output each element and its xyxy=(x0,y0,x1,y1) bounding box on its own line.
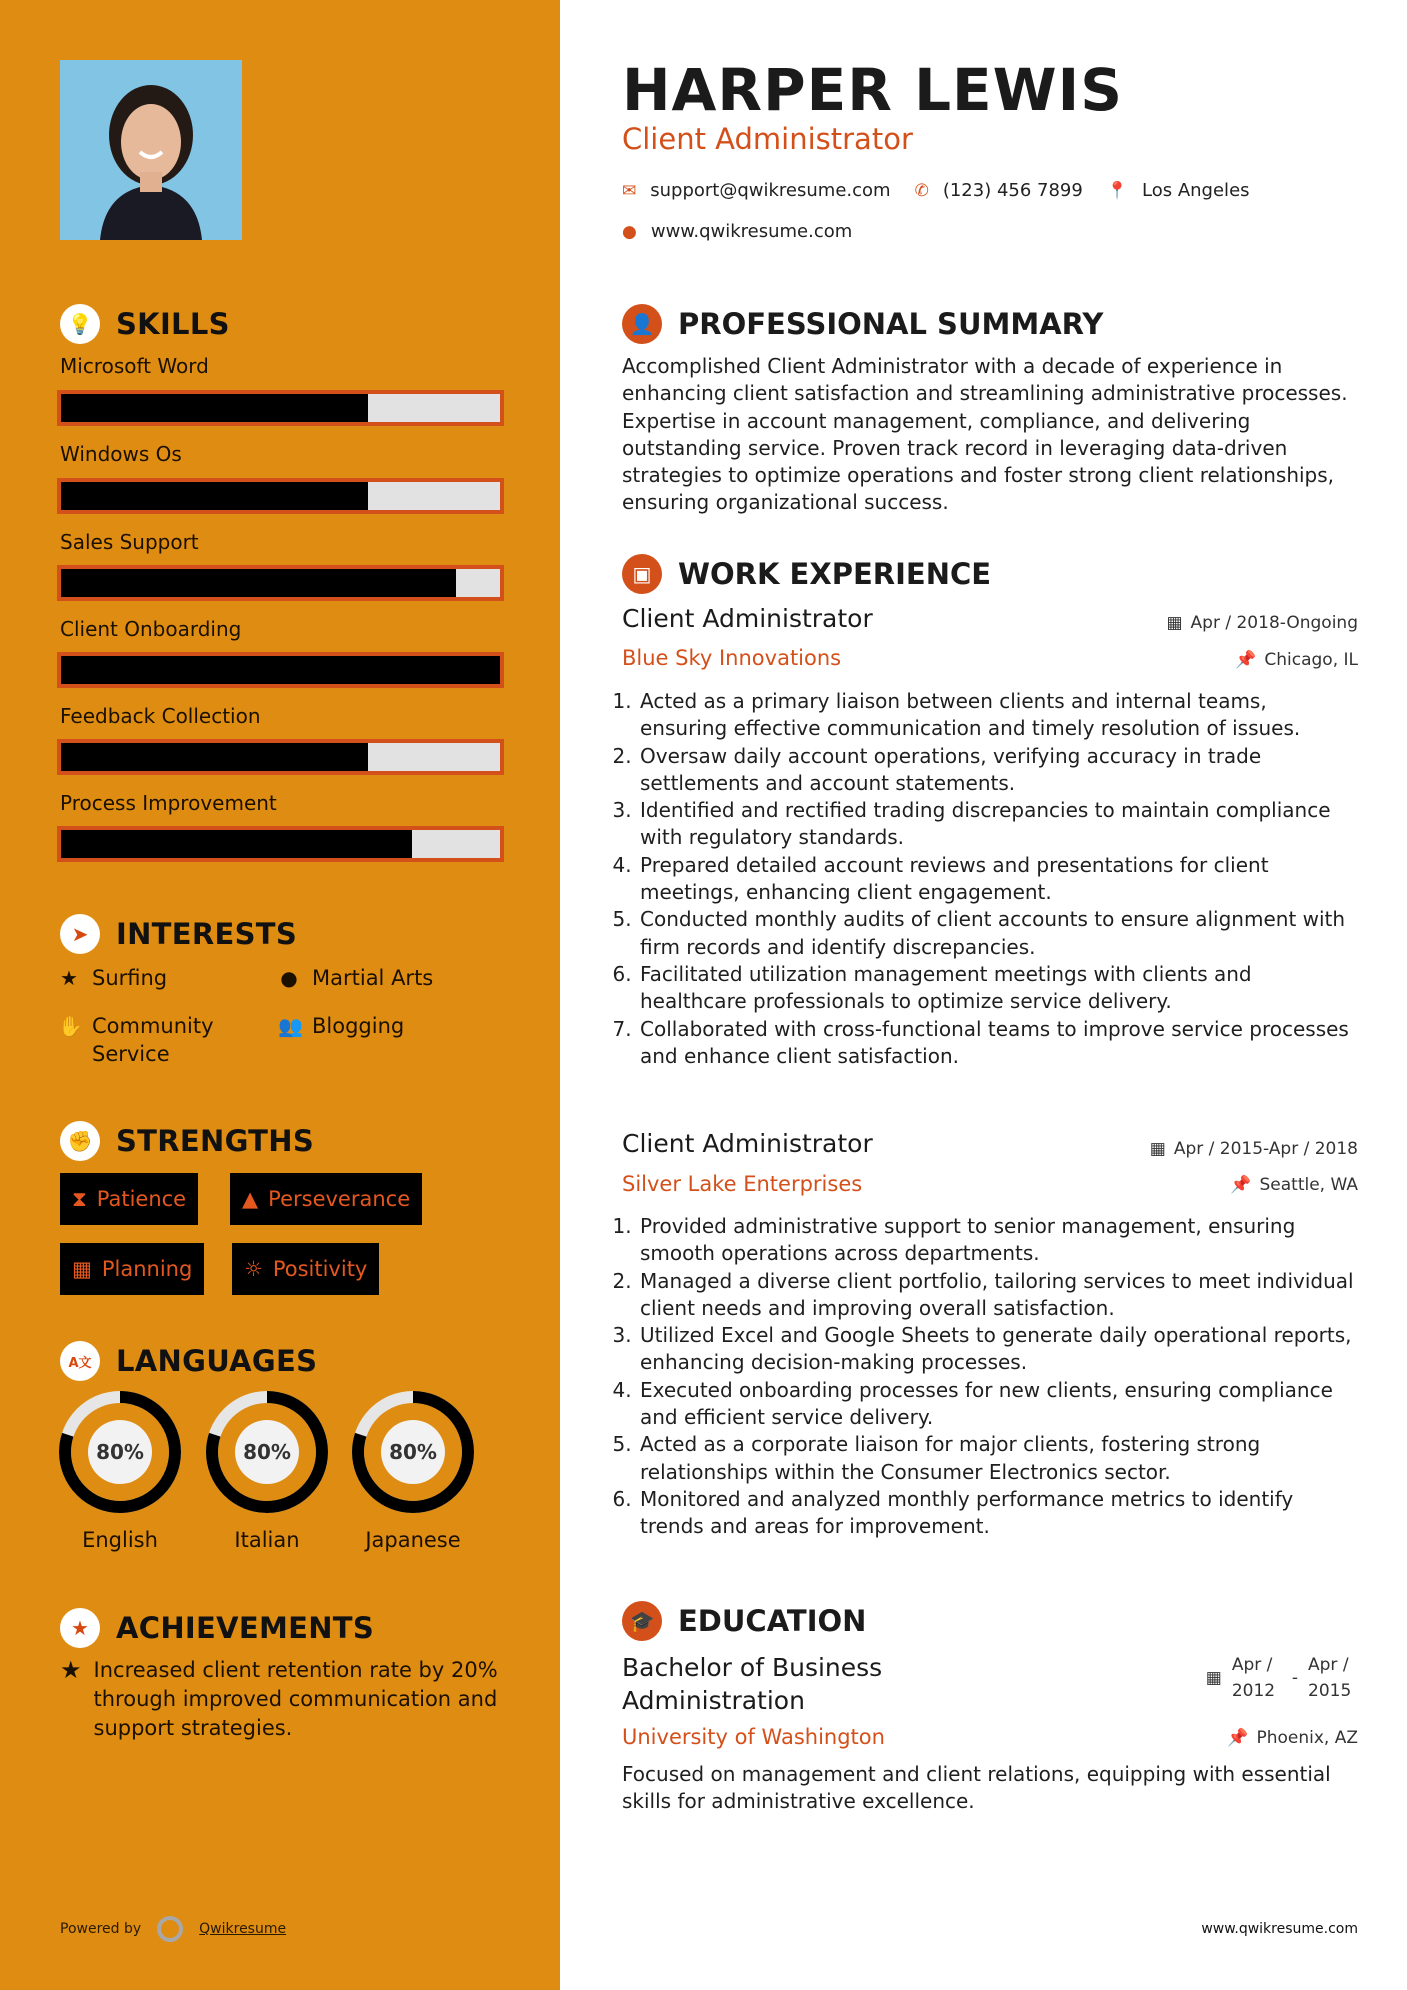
company-name: Blue Sky Innovations xyxy=(622,646,842,670)
languages-header xyxy=(60,1341,317,1381)
sidebar xyxy=(0,0,560,1990)
globe-icon: ● xyxy=(622,221,637,242)
language-ring xyxy=(351,1390,475,1514)
website[interactable]: www.qwikresume.com xyxy=(650,221,853,242)
duty-item: 2. Oversaw daily account operations, verifying accuracy in trade settlements and account statements. xyxy=(638,743,1354,798)
strength-label: Patience xyxy=(96,1187,187,1211)
interest-item xyxy=(58,1012,258,1068)
phone: (123) 456 7899 xyxy=(942,180,1083,201)
interest-label: Community Service xyxy=(92,1014,214,1066)
company-name: Silver Lake Enterprises xyxy=(622,1172,863,1196)
language-label: Japanese xyxy=(365,1528,461,1552)
pushpin-icon: 📌 xyxy=(1235,650,1257,670)
powered-by xyxy=(60,1916,286,1942)
calendar-icon: ▦ xyxy=(1149,1139,1166,1159)
ring-percent: 80% xyxy=(243,1440,291,1464)
location: Los Angeles xyxy=(1142,180,1250,201)
duty-item: 1. Provided administrative support to senior management, ensuring smooth operations across departments. xyxy=(638,1213,1354,1268)
education-location-text: Phoenix, AZ xyxy=(1256,1728,1358,1748)
skill-bar xyxy=(57,478,504,514)
chair-icon: ▣ xyxy=(622,554,662,594)
duty-item: 1. Acted as a primary liaison between clients and internal teams, ensuring effective communication and timely resolution of issues. xyxy=(638,688,1354,743)
strength-label: Planning xyxy=(101,1257,193,1281)
user-icon: 👤 xyxy=(622,304,662,344)
strength-badge xyxy=(230,1173,422,1225)
candidate-title: Client Administrator xyxy=(622,122,913,156)
duty-item: 3. Utilized Excel and Google Sheets to generate daily operational reports, enhancing decision-making processes. xyxy=(638,1322,1354,1377)
powered-by-label: Powered by xyxy=(60,1921,142,1937)
education-description: Focused on management and client relations, equipping with essential skills for administrative excellence. xyxy=(622,1762,1331,1814)
graduate-icon: 🎓 xyxy=(622,1601,662,1641)
achievement-item xyxy=(60,1656,500,1743)
skill-label: Windows Os xyxy=(60,442,182,466)
interest-label: Blogging xyxy=(312,1014,405,1038)
school-name: University of Washington xyxy=(622,1725,885,1749)
job-dates xyxy=(1150,1139,1358,1159)
calendar-icon: ▦ xyxy=(1205,1668,1222,1688)
hand-icon: ✋ xyxy=(58,1014,83,1038)
duty-item: 3. Identified and rectified trading discrepancies to maintain compliance with regulatory standards. xyxy=(638,797,1354,852)
job-location-text: Chicago, IL xyxy=(1264,650,1358,670)
interest-label: Martial Arts xyxy=(312,966,434,990)
education-header xyxy=(622,1601,866,1641)
star-icon: ★ xyxy=(60,1656,82,1684)
interest-item xyxy=(278,1012,404,1040)
skill-bar-fill xyxy=(61,394,368,422)
pushpin-icon: 📌 xyxy=(1227,1728,1249,1748)
duty-item: 7. Collaborated with cross-functional teams to improve service processes and enhance client satisfaction. xyxy=(638,1016,1354,1071)
education-location xyxy=(1227,1728,1358,1748)
skill-bar-fill xyxy=(61,830,412,858)
skill-bar-fill xyxy=(61,656,500,684)
skill-label: Sales Support xyxy=(60,530,199,554)
qwikresume-logo-icon xyxy=(157,1916,183,1942)
experience-header xyxy=(622,554,991,594)
ring-percent: 80% xyxy=(389,1440,437,1464)
job-title: Client Administrator xyxy=(622,1129,873,1158)
star-icon: ★ xyxy=(60,966,78,990)
strengths-title: STRENGTHS xyxy=(116,1124,315,1158)
profile-photo xyxy=(60,60,242,240)
duty-item: 6. Monitored and analyzed monthly performance metrics to identify trends and areas for improvement. xyxy=(638,1486,1354,1541)
language-label: English xyxy=(82,1528,158,1552)
experience-title: WORK EXPERIENCE xyxy=(678,557,992,591)
achievement-text: Increased client retention rate by 20% through improved communication and support strategies. xyxy=(93,1658,498,1740)
interests-header xyxy=(60,914,297,954)
strength-badge xyxy=(60,1173,198,1225)
hourglass-icon: ⧗ xyxy=(72,1186,87,1211)
degree: Bachelor of Business Administration xyxy=(622,1653,883,1715)
website-row xyxy=(622,221,852,242)
translate-icon: A文 xyxy=(60,1341,100,1381)
duty-item: 5. Acted as a corporate liaison for major clients, fostering strong relationships within the Consumer Electronics sector. xyxy=(638,1431,1354,1486)
job-dates-text: Apr / 2018-Ongoing xyxy=(1190,613,1358,633)
education-dates xyxy=(1206,1652,1358,1704)
duties-list xyxy=(614,1213,1354,1541)
envelope-icon: ✉ xyxy=(622,180,637,201)
skill-bar xyxy=(57,826,504,862)
job-location-text: Seattle, WA xyxy=(1259,1175,1358,1195)
star-badge-icon: ★ xyxy=(60,1608,100,1648)
skill-bar-fill xyxy=(61,569,456,597)
job-location xyxy=(1235,650,1358,670)
contact-row xyxy=(622,180,1250,201)
strength-label: Perseverance xyxy=(268,1187,411,1211)
skills-header xyxy=(60,304,230,344)
lightbulb-icon: 💡 xyxy=(60,304,100,344)
skill-bar xyxy=(57,390,504,426)
pushpin-icon: 📌 xyxy=(1230,1175,1252,1195)
interest-label: Surfing xyxy=(92,966,168,990)
language-ring xyxy=(205,1390,329,1514)
globe-icon: ● xyxy=(280,966,298,990)
skill-bar-fill xyxy=(61,743,368,771)
skill-label: Process Improvement xyxy=(60,791,277,815)
skill-label: Feedback Collection xyxy=(60,704,261,728)
phone-icon: ✆ xyxy=(914,180,929,201)
skill-bar xyxy=(57,739,504,775)
languages-title: LANGUAGES xyxy=(116,1344,318,1378)
duty-item: 6. Facilitated utilization management meetings with clients and healthcare professionals to optimize service delivery. xyxy=(638,961,1354,1016)
duty-item: 4. Executed onboarding processes for new clients, ensuring compliance and efficient service delivery. xyxy=(638,1377,1354,1432)
interests-title: INTERESTS xyxy=(116,917,298,951)
paper-plane-icon: ➤ xyxy=(60,914,100,954)
job-location xyxy=(1230,1175,1358,1195)
skill-label: Microsoft Word xyxy=(60,354,209,378)
summary-text: Accomplished Client Administrator with a decade of experience in enhancing client satisfaction and streamlining administrative processes. Expertise in account management, compliance, and delivering outstanding service. Proven track record in leveraging data-driven strategies to optimize operations and foster strong client relationships, ensuring organizational success. xyxy=(622,354,1348,515)
strengths-header xyxy=(60,1121,314,1161)
duty-item: 5. Conducted monthly audits of client accounts to ensure alignment with firm records and identify discrepancies. xyxy=(638,906,1354,961)
job-title: Client Administrator xyxy=(622,604,873,633)
footer-website[interactable]: www.qwikresume.com xyxy=(1201,1921,1358,1937)
skill-bar xyxy=(57,652,504,688)
candidate-name: HARPER LEWIS xyxy=(622,56,1123,124)
strength-label: Positivity xyxy=(272,1257,368,1281)
duties-list xyxy=(614,688,1354,1070)
language-ring xyxy=(58,1390,182,1514)
qwikresume-link[interactable]: Qwikresume xyxy=(199,1921,287,1937)
skill-bar-fill xyxy=(61,482,368,510)
job-dates-text: Apr / 2015-Apr / 2018 xyxy=(1173,1139,1358,1159)
job-dates xyxy=(1166,613,1358,633)
strength-badge xyxy=(232,1243,379,1295)
email[interactable]: support@qwikresume.com xyxy=(650,180,891,201)
strength-badge xyxy=(60,1243,204,1295)
users-icon: 👥 xyxy=(278,1014,303,1038)
skills-title: SKILLS xyxy=(116,307,230,341)
interest-item xyxy=(58,964,167,992)
fist-icon: ✊ xyxy=(60,1121,100,1161)
education-start: Apr / 2012 xyxy=(1231,1655,1276,1701)
achievements-header xyxy=(60,1608,374,1648)
summary-header xyxy=(622,304,1103,344)
skill-bar xyxy=(57,565,504,601)
road-icon: ▲ xyxy=(242,1187,259,1211)
date-separator: - xyxy=(1291,1668,1298,1688)
education-title: EDUCATION xyxy=(678,1604,867,1638)
calendar-icon: ▦ xyxy=(72,1257,92,1281)
duty-item: 2. Managed a diverse client portfolio, tailoring services to meet individual client needs and improving overall satisfaction. xyxy=(638,1268,1354,1323)
interest-item xyxy=(278,964,433,992)
ring-percent: 80% xyxy=(96,1440,144,1464)
skill-label: Client Onboarding xyxy=(60,617,242,641)
language-label: Italian xyxy=(234,1528,300,1552)
sun-icon: ☼ xyxy=(244,1257,263,1281)
location-pin-icon: 📍 xyxy=(1106,180,1129,201)
duty-item: 4. Prepared detailed account reviews and presentations for client meetings, enhancing client engagement. xyxy=(638,852,1354,907)
calendar-icon: ▦ xyxy=(1166,613,1183,633)
achievements-title: ACHIEVEMENTS xyxy=(116,1611,375,1645)
education-end: Apr / 2015 xyxy=(1308,1655,1352,1701)
summary-title: PROFESSIONAL SUMMARY xyxy=(678,307,1104,341)
